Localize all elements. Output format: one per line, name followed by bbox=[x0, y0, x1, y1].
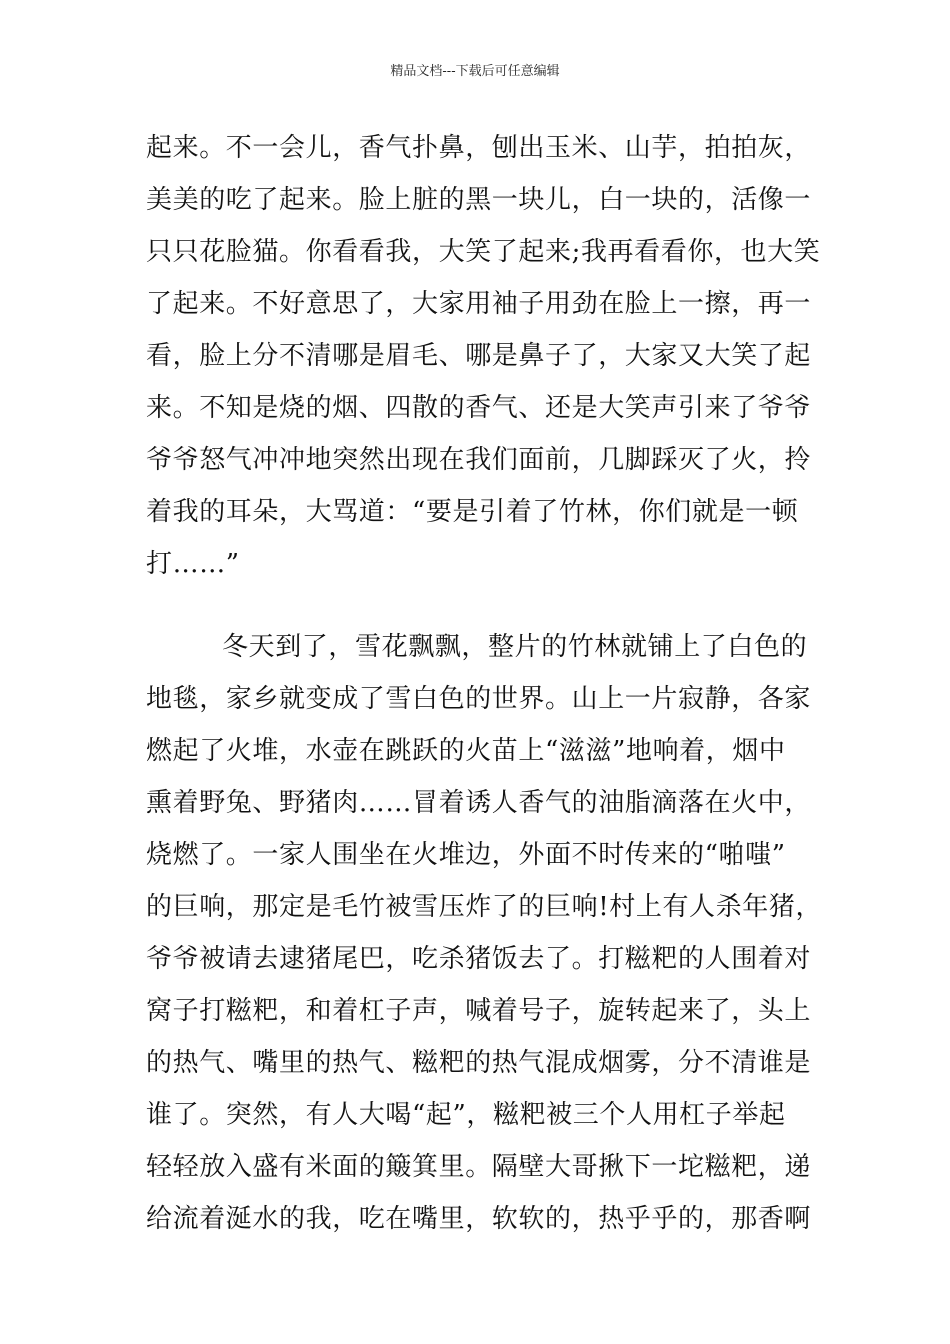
text-line: 了起来。不好意思了，大家用袖子用劲在脸上一擦，再一 bbox=[146, 289, 812, 319]
text-line: 来。不知是烧的烟、四散的香气、还是大笑声引来了爷爷 bbox=[146, 393, 812, 423]
text-line: 给流着涎水的我，吃在嘴里，软软的，热乎乎的，那香啊 bbox=[146, 1204, 812, 1234]
text-line: 的热气、嘴里的热气、糍粑的热气混成烟雾，分不清谁是 bbox=[146, 1048, 812, 1078]
text-line: 爷爷被请去逮猪尾巴，吃杀猪饭去了。打糍粑的人围着对 bbox=[146, 944, 812, 974]
text-line: 的巨响，那定是毛竹被雪压炸了的巨响!村上有人杀年猪， bbox=[146, 892, 823, 922]
text-line: 烧燃了。一家人围坐在火堆边，外面不时传来的“啪嗤” bbox=[146, 840, 786, 870]
text-line: 冬天到了，雪花飘飘，整片的竹林就铺上了白色的 bbox=[222, 632, 808, 662]
text-line: 轻轻放入盛有米面的簸箕里。隔壁大哥揪下一坨糍粑，递 bbox=[146, 1152, 812, 1182]
text-line: 窝子打糍粑，和着杠子声，喊着号子，旋转起来了，头上 bbox=[146, 996, 812, 1026]
page-header: 精品文档---下载后可任意编辑 bbox=[390, 64, 560, 79]
text-line: 爷爷怒气冲冲地突然出现在我们面前，几脚踩灭了火，拎 bbox=[146, 445, 812, 475]
text-line: 只只花脸猫。你看看我，大笑了起来;我再看看你，也大笑 bbox=[146, 237, 821, 267]
text-line: 谁了。突然，有人大喝“起”，糍粑被三个人用杠子举起 bbox=[146, 1100, 786, 1130]
text-line: 看，脸上分不清哪是眉毛、哪是鼻子了，大家又大笑了起 bbox=[146, 341, 812, 371]
text-line: 熏着野兔、野猪肉……冒着诱人香气的油脂滴落在火中， bbox=[146, 788, 812, 818]
text-line: 打……” bbox=[146, 549, 240, 579]
text-line: 起来。不一会儿，香气扑鼻，刨出玉米、山芋，拍拍灰， bbox=[146, 133, 812, 163]
text-line: 地毯，家乡就变成了雪白色的世界。山上一片寂静，各家 bbox=[146, 684, 812, 714]
text-line: 着我的耳朵，大骂道：“要是引着了竹林，你们就是一顿 bbox=[146, 497, 799, 527]
text-line: 燃起了火堆，水壶在跳跃的火苗上“滋滋”地响着，烟中 bbox=[146, 736, 786, 766]
text-line: 美美的吃了起来。脸上脏的黑一块儿，白一块的，活像一 bbox=[146, 185, 812, 215]
